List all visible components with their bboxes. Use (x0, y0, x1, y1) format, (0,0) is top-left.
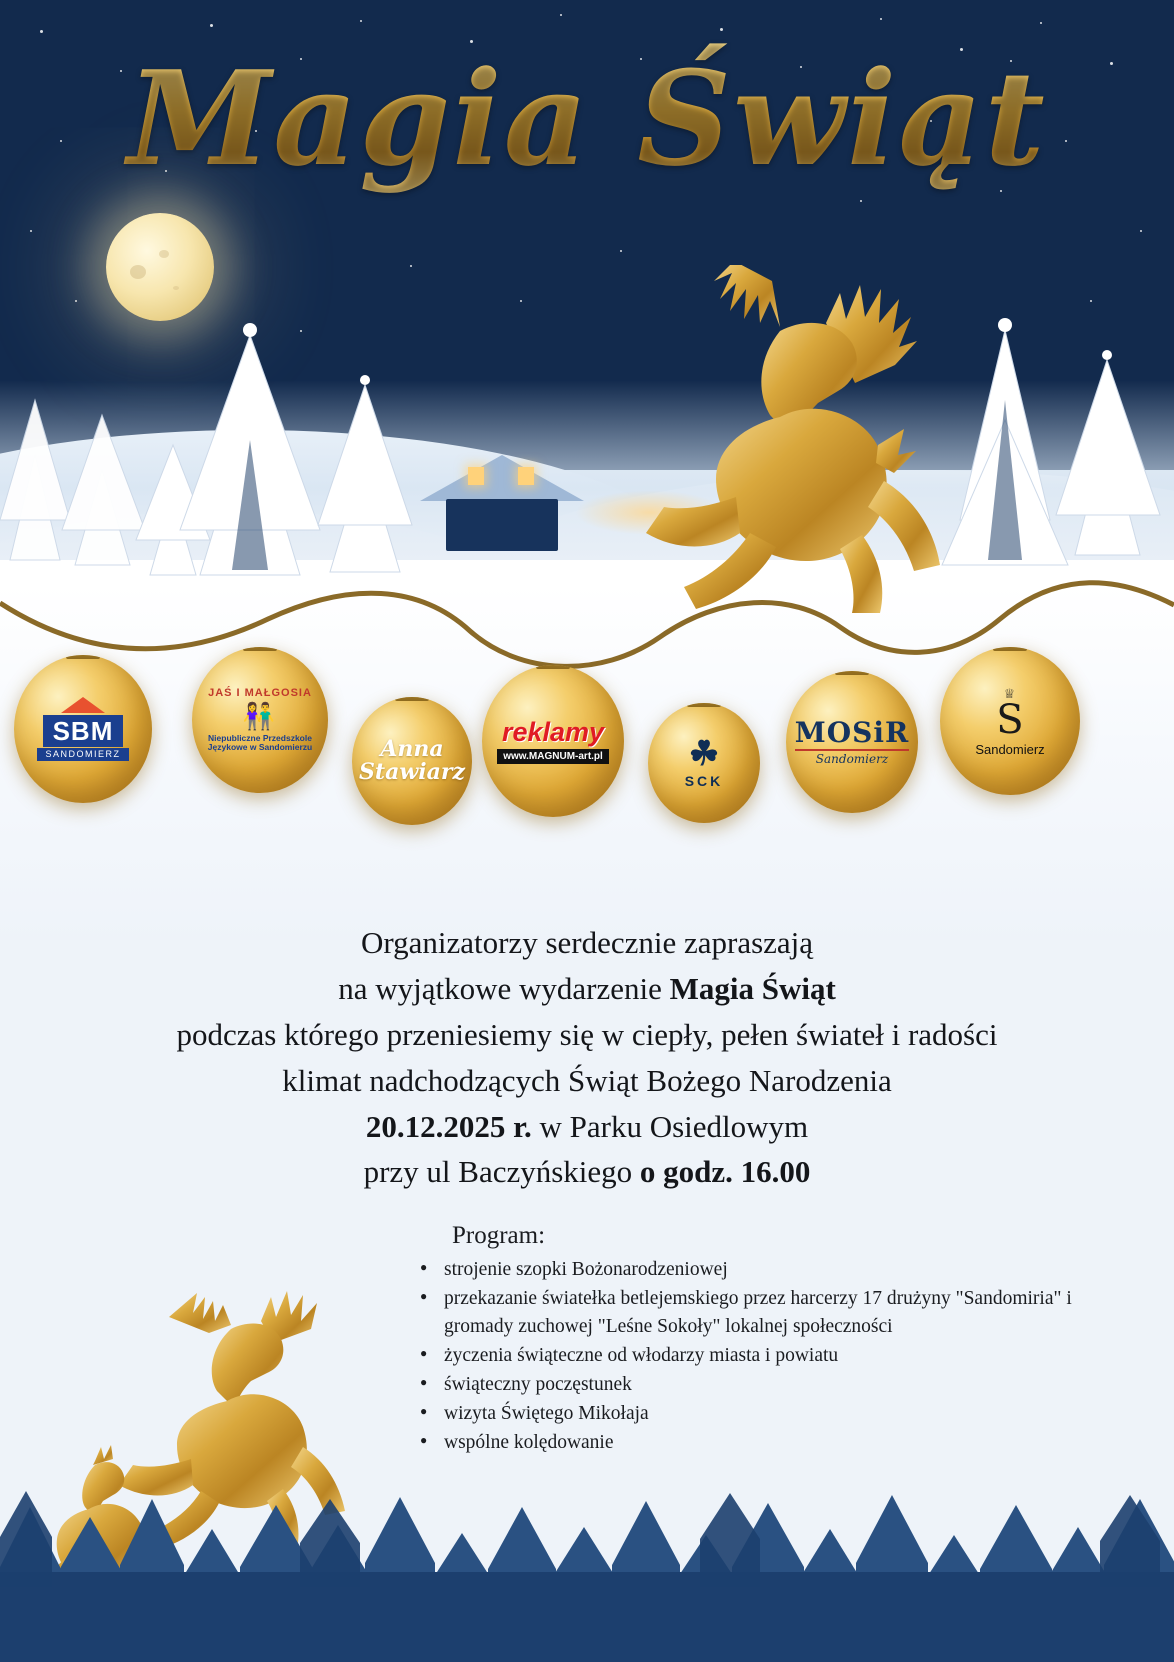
invitation-line-1: Organizatorzy serdecznie zapraszają (360, 925, 814, 960)
sck-symbol-icon: ☘ (688, 735, 720, 773)
sponsor-logo-reklamy-magnum (497, 716, 609, 764)
sck-label: SCK (684, 773, 724, 789)
sponsor-bauble-jas-i-malgosia (192, 647, 328, 793)
invitation-line-3: podczas którego przeniesiemy się w ciepły, pełen świateł i radości (176, 1016, 998, 1052)
jas-sub-label: Niepubliczne Przedszkole Językowe w Sandomierzu (207, 732, 313, 753)
anna-line1: Anna (380, 735, 444, 762)
sandomierz-label: Sandomierz (975, 741, 1045, 757)
sponsor-logo-sbm (37, 697, 128, 761)
event-street: przy ul Baczyńskiego (363, 1154, 633, 1190)
event-time: o godz. 16.00 (639, 1154, 811, 1190)
sponsor-bauble-mosir (786, 671, 918, 813)
sponsor-bauble-sandomierz (940, 647, 1080, 795)
crown-icon: ♕ (1003, 685, 1017, 701)
anna-line2: Stawiarz (359, 759, 465, 785)
bottom-forest (0, 1447, 1174, 1662)
invitation-line-5 (0, 1104, 1174, 1150)
sponsor-bauble-sbm (14, 655, 152, 803)
jas-topline: JAŚ I MAŁGOSIA (208, 686, 312, 699)
list-item: ● świąteczny poczęstunek (420, 1371, 1100, 1399)
sponsor-logo-sck (685, 737, 724, 789)
sbm-main-label: SBM (43, 715, 124, 747)
list-item: ● wizyta Świętego Mikołaja (420, 1400, 1100, 1428)
sponsor-logo-anna-stawiarz (359, 735, 465, 785)
program-heading: Program: (452, 1222, 546, 1249)
invitation-line-2 (0, 966, 1174, 1012)
event-name: Magia Świąt (669, 970, 836, 1006)
magnum-label: www.MAGNUM-art.pl (497, 749, 609, 764)
event-date: 20.12.2025 r. (365, 1108, 532, 1144)
light-string (0, 575, 1174, 905)
list-item: ● strojenie szopki Bożonarodzeniowej (420, 1256, 1100, 1284)
list-item: ● życzenia świąteczne od włodarzy miasta i powiatu (420, 1342, 1100, 1370)
program-section (420, 1222, 1100, 1459)
program-list (420, 1256, 1100, 1458)
sbm-sub-label: SANDOMIERZ (37, 748, 128, 761)
invitation-text (0, 920, 1174, 1195)
mosir-label: MOSiR (794, 715, 910, 749)
invitation-line-2-plain: na wyjątkowe wydarzenie (338, 970, 670, 1006)
invitation-line-6 (0, 1149, 1174, 1195)
list-item: ● przekazanie światełka betlejemskiego przez harcerzy 17 drużyny "Sandomiria" i gromady zuchowej "Leśne Sokoły" lokalnej społeczności (420, 1285, 1100, 1341)
jas-kids-icon: 👫 (242, 700, 278, 731)
page-title: Magia Świąt (0, 38, 1174, 201)
sponsor-bauble-anna-stawiarz (352, 697, 472, 825)
list-item: ● wspólne kolędowanie (420, 1429, 1100, 1457)
sponsor-bauble-sck (648, 703, 760, 823)
invitation-line-4: klimat nadchodzących Świąt Bożego Narodzenia (282, 1062, 892, 1098)
mosir-sub-label: Sandomierz (795, 749, 910, 766)
event-place: w Parku Osiedlowym (539, 1108, 809, 1144)
sandomierz-initial: S (996, 696, 1024, 743)
reindeer-icon (630, 265, 970, 615)
sponsor-logo-sandomierz (975, 686, 1044, 757)
sponsor-bauble-reklamy-magnum (482, 665, 624, 817)
sponsor-logo-jas-i-malgosia (192, 687, 328, 753)
sponsor-logo-mosir (794, 715, 910, 766)
reklamy-label: reklamy (501, 716, 605, 747)
